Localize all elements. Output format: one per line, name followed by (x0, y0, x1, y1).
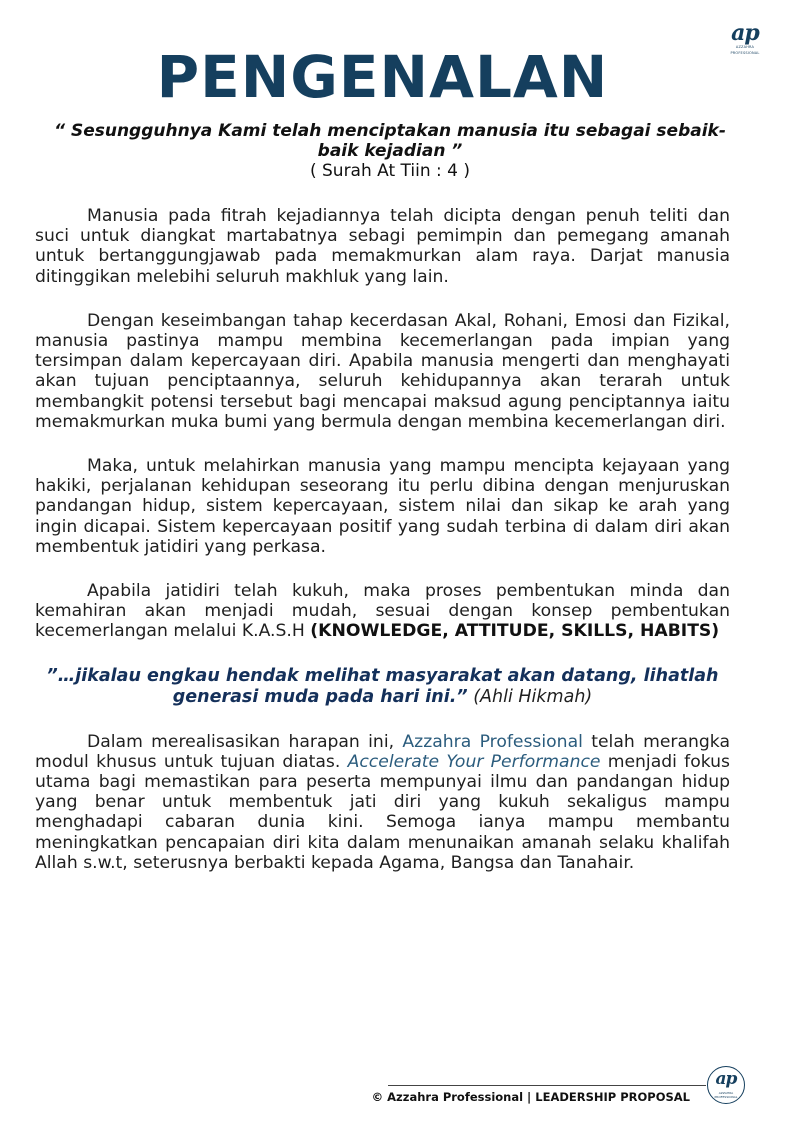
footer-text: © Azzahra Professional | LEADERSHIP PROPOSAL (371, 1090, 690, 1104)
hikmah-quote-text: ”…jikalau engkau hendak melihat masyarakat akan datang, lihatlah generasi muda pada hari ini.” (46, 665, 719, 707)
hikmah-quote-source: (Ahli Hikmah) (467, 686, 593, 707)
opening-quote (40, 121, 740, 181)
module-name: Accelerate Your Performance (347, 751, 601, 772)
quote-source: ( Surah At Tiin : 4 ) (309, 161, 471, 181)
brand-logo-bottom (707, 1066, 745, 1104)
paragraph-2: Dengan keseimbangan tahap kecerdasan Akal, Rohani, Emosi dan Fizikal, manusia pastinya mampu membina kecemerlangan pada impian yang tersimpan dalam kepercayaan diri. Apabila manusia mengerti dan menghayati akan tujuan penciptaannya, seluruh kehidupannya akan terarah untuk membangkit potensi tersebut bagi mencapai maksud agung penciptannya iaitu memakmurkan muka bumi yang bermula dengan membina kecemerlangan diri. (35, 310, 730, 432)
logo-mark: ap (731, 20, 759, 46)
logo-subtext: AZZAHRA PROFESSIONAL (730, 45, 760, 55)
paragraph-3: Maka, untuk melahirkan manusia yang mampu mencipta kejayaan yang hakiki, perjalanan kehidupan seseorang itu perlu dibina dengan menjuruskan pandangan hidup, sistem kepercayaan, sistem nilai dan sikap ke arah yang ingin dicapai. Sistem kepercayaan positif yang sudah terbina di dalam diri akan membentuk jatidiri yang perkasa. (35, 456, 730, 557)
footer-divider (388, 1085, 706, 1086)
quote-text: “ Sesungguhnya Kami telah menciptakan manusia itu sebagai sebaik- baik kejadian ” (54, 121, 726, 161)
brand-name: Azzahra Professional (402, 731, 583, 752)
paragraph-4-text: Apabila jatidiri telah kukuh, maka proses pembentukan minda dan kemahiran akan menjadi mudah, sesuai dengan konsep pembentukan kecemerlangan melalui K.A.S.H (35, 581, 730, 642)
hikmah-quote (35, 666, 730, 708)
paragraph-5 (35, 732, 730, 873)
logo-subtext-bottom: AZZAHRA PROFESSIONAL (714, 1091, 738, 1099)
paragraph-5-text-a: Dalam merealisasikan harapan ini, (87, 731, 403, 752)
kash-acronym: (KNOWLEDGE, ATTITUDE, SKILLS, HABITS) (310, 621, 720, 642)
paragraph-4 (35, 581, 730, 642)
paragraph-5-text-c: menjadi fokus utama bagi memastikan para peserta mempunyai ilmu dan pandangan hidup yang benar untuk membentuk jati diri yang kukuh sekaligus mampu menghadapi cabaran dunia kini. Semoga ianya mampu membantu meningkatkan pencapaian diri kita dalam menunaikan amanah selaku khalifah Allah s.w.t, seterusnya berbakti kepada Agama, Bangsa dan Tanahair. (35, 751, 731, 873)
paragraph-5-text-b: telah merangka modul khusus untuk tujuan diatas. (35, 731, 730, 772)
body-text (35, 206, 730, 897)
logo-mark-bottom: ap (715, 1069, 737, 1089)
page-title: PENGENALAN (156, 43, 609, 111)
paragraph-1: Manusia pada fitrah kejadiannya telah dicipta dengan penuh teliti dan suci untuk diangkat martabatnya sebagi pemimpin dan pemegang amanah untuk bertanggungjawab pada memakmurkan alam raya. Darjat manusia ditinggikan melebihi seluruh makhluk yang lain. (35, 206, 730, 287)
